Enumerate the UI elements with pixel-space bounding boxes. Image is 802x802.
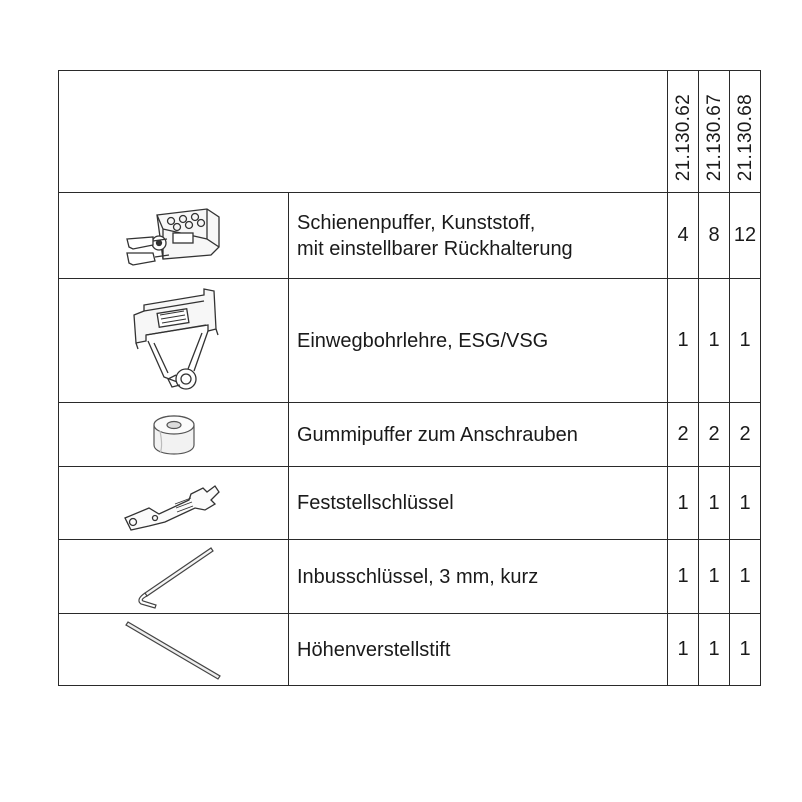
description-cell: Höhenverstellstift bbox=[289, 614, 668, 686]
description-cell: Feststellschlüssel bbox=[289, 467, 668, 540]
quantity-cell: 1 bbox=[730, 614, 761, 686]
image-cell bbox=[59, 467, 289, 540]
height-adjust-pin-icon bbox=[124, 618, 224, 682]
column-header-3: 21.130.68 bbox=[730, 71, 761, 193]
allen-key-icon bbox=[129, 544, 219, 610]
quantity-cell: 8 bbox=[699, 193, 730, 279]
table-row bbox=[59, 614, 761, 686]
quantity-cell: 4 bbox=[668, 193, 699, 279]
quantity-cell: 2 bbox=[730, 403, 761, 467]
quantity-cell: 12 bbox=[730, 193, 761, 279]
quantity-cell: 1 bbox=[730, 540, 761, 614]
quantity-cell: 1 bbox=[699, 540, 730, 614]
table-row bbox=[59, 540, 761, 614]
description-cell: Schienenpuffer, Kunststoff, mit einstellbarer Rückhalterung bbox=[289, 193, 668, 279]
drilling-jig-icon bbox=[124, 285, 224, 397]
quantity-cell: 1 bbox=[730, 467, 761, 540]
parts-table bbox=[58, 70, 761, 686]
quantity-cell: 1 bbox=[668, 540, 699, 614]
quantity-cell: 2 bbox=[699, 403, 730, 467]
image-cell bbox=[59, 614, 289, 686]
table-row bbox=[59, 403, 761, 467]
locking-key-icon bbox=[119, 474, 229, 532]
column-header-1: 21.130.62 bbox=[668, 71, 699, 193]
quantity-cell: 1 bbox=[699, 279, 730, 403]
quantity-cell: 1 bbox=[699, 614, 730, 686]
header-row bbox=[59, 71, 761, 193]
quantity-cell: 1 bbox=[668, 279, 699, 403]
table-row bbox=[59, 467, 761, 540]
description-cell: Einwegbohrlehre, ESG/VSG bbox=[289, 279, 668, 403]
table-row bbox=[59, 279, 761, 403]
quantity-cell: 1 bbox=[730, 279, 761, 403]
description-cell: Inbusschlüssel, 3 mm, kurz bbox=[289, 540, 668, 614]
image-cell bbox=[59, 403, 289, 467]
quantity-cell: 1 bbox=[668, 467, 699, 540]
image-cell bbox=[59, 540, 289, 614]
image-cell bbox=[59, 193, 289, 279]
description-cell: Gummipuffer zum Anschrauben bbox=[289, 403, 668, 467]
table-row bbox=[59, 193, 761, 279]
quantity-cell: 2 bbox=[668, 403, 699, 467]
quantity-cell: 1 bbox=[668, 614, 699, 686]
column-header-2: 21.130.67 bbox=[699, 71, 730, 193]
image-cell bbox=[59, 279, 289, 403]
rail-buffer-icon bbox=[119, 203, 229, 269]
header-blank-cell bbox=[59, 71, 668, 193]
rubber-buffer-icon bbox=[144, 409, 204, 461]
quantity-cell: 1 bbox=[699, 467, 730, 540]
